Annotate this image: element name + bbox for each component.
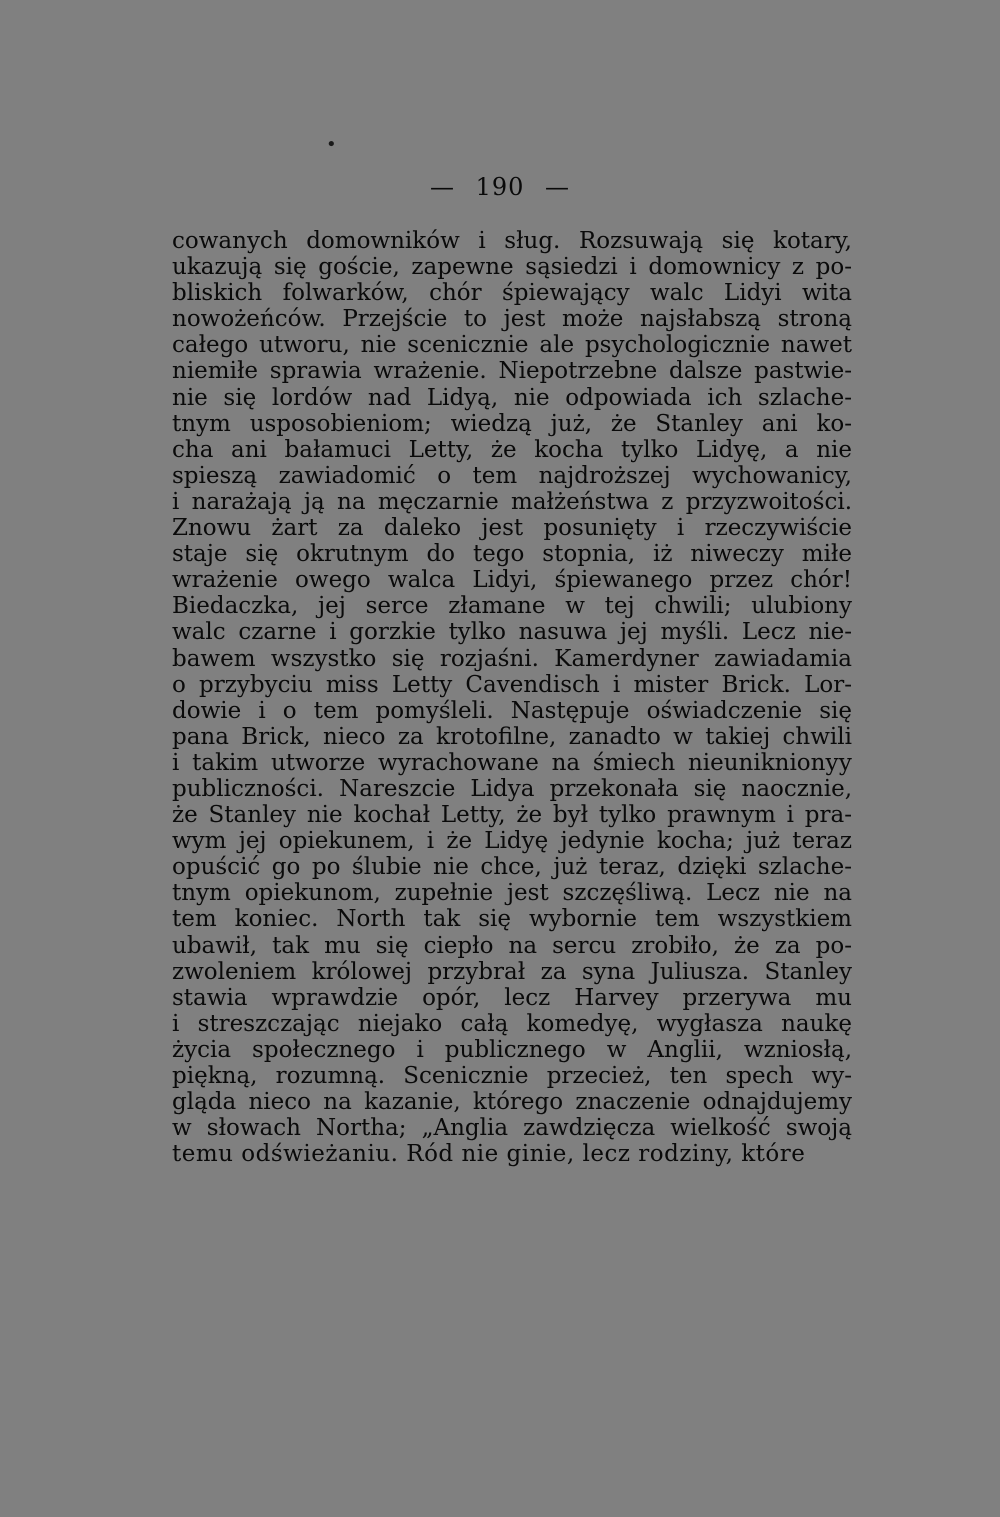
body-paragraph	[172, 228, 852, 1167]
text-line: bliskich folwarków, chór śpiewający walc Lidyi wita	[172, 280, 852, 307]
text-line: wrażenie owego walca Lidyi, śpiewanego przez chór!	[172, 567, 852, 594]
text-line: gląda nieco na kazanie, którego znaczenie odnajdujemy	[172, 1089, 852, 1116]
text-line: walc czarne i gorzkie tylko nasuwa jej myśli. Lecz nie-	[172, 619, 852, 646]
page-number: 190	[475, 173, 525, 201]
text-line: tnym opiekunom, zupełnie jest szczęśliwą. Lecz nie na	[172, 880, 852, 907]
text-line: temu odświeżaniu. Ród nie ginie, lecz rodziny, które	[172, 1141, 806, 1168]
text-line: tnym usposobieniom; wiedzą już, że Stanley ani ko-	[172, 410, 852, 437]
text-line: i narażają ją na męczarnie małżeństwa z przyzwoitości.	[172, 488, 852, 515]
text-line: spieszą zawiadomić o tem najdroższej wychowanicy,	[172, 462, 852, 489]
text-line: nie się lordów nad Lidyą, nie odpowiada ich szlache-	[172, 384, 852, 411]
text-line: Znowu żart za daleko jest posunięty i rzeczywiście	[172, 515, 852, 542]
text-line: zwoleniem królowej przybrał za syna Juliusza. Stanley	[172, 958, 852, 985]
text-line: wym jej opiekunem, i że Lidyę jedynie kocha; już teraz	[172, 828, 852, 855]
text-line: o przybyciu miss Letty Cavendisch i mister Brick. Lor-	[172, 671, 852, 698]
text-line: staje się okrutnym do tego stopnia, iż niweczy miłe	[172, 541, 852, 568]
text-line: w słowach Northa; „Anglia zawdzięcza wielkość swoją	[172, 1115, 852, 1142]
text-line: stawia wprawdzie opór, lecz Harvey przerywa mu	[172, 984, 852, 1011]
page-header	[0, 172, 1000, 202]
text-line: cowanych domowników i sług. Rozsuwają się kotary,	[172, 228, 852, 254]
text-line: niemiłe sprawia wrażenie. Niepotrzebne dalsze pastwie-	[172, 358, 852, 385]
text-line: że Stanley nie kochał Letty, że był tylko prawnym i pra-	[172, 802, 852, 829]
text-line: cha ani bałamuci Letty, że kocha tylko Lidyę, a nie	[172, 436, 852, 463]
text-line: i takim utworze wyrachowane na śmiech nieuniknionyу	[172, 749, 852, 776]
text-line: dowie i o tem pomyśleli. Następuje oświadczenie się	[172, 697, 852, 724]
text-line: całego utworu, nie scenicznie ale psychologicznie nawet	[172, 332, 852, 359]
header-right-dash: —	[545, 173, 571, 201]
text-line: ubawił, tak mu się ciepło na sercu zrobiło, że za po-	[172, 932, 852, 959]
text-line: opuścić go po ślubie nie chce, już teraz, dzięki szlache-	[172, 854, 852, 881]
text-line: piękną, rozumną. Scenicznie przecież, ten spech wy-	[172, 1063, 852, 1089]
ink-speck-mark: •	[326, 134, 337, 155]
text-line: i streszczając niejako całą komedyę, wygłasza naukę	[172, 1010, 852, 1037]
text-line: bawem wszystko się rozjaśni. Kamerdyner zawiadamia	[172, 645, 852, 672]
text-line: życia społecznego i publicznego w Anglii, wzniosłą,	[172, 1036, 852, 1063]
text-line: tem koniec. North tak się wybornie tem wszystkiem	[172, 906, 852, 933]
text-line: nowożeńców. Przejście to jest może najsłabszą stroną	[172, 306, 852, 333]
text-line: publiczności. Nareszcie Lidya przekonała się naocznie,	[172, 775, 852, 802]
text-line: Biedaczka, jej serce złamane w tej chwili; ulubiony	[172, 593, 852, 620]
text-line: ukazują się goście, zapewne sąsiedzi i domownicy z po-	[172, 254, 852, 281]
text-line: pana Brick, nieco za krotofilne, zanadto w takiej chwili	[172, 723, 852, 750]
header-left-dash: —	[429, 173, 455, 201]
